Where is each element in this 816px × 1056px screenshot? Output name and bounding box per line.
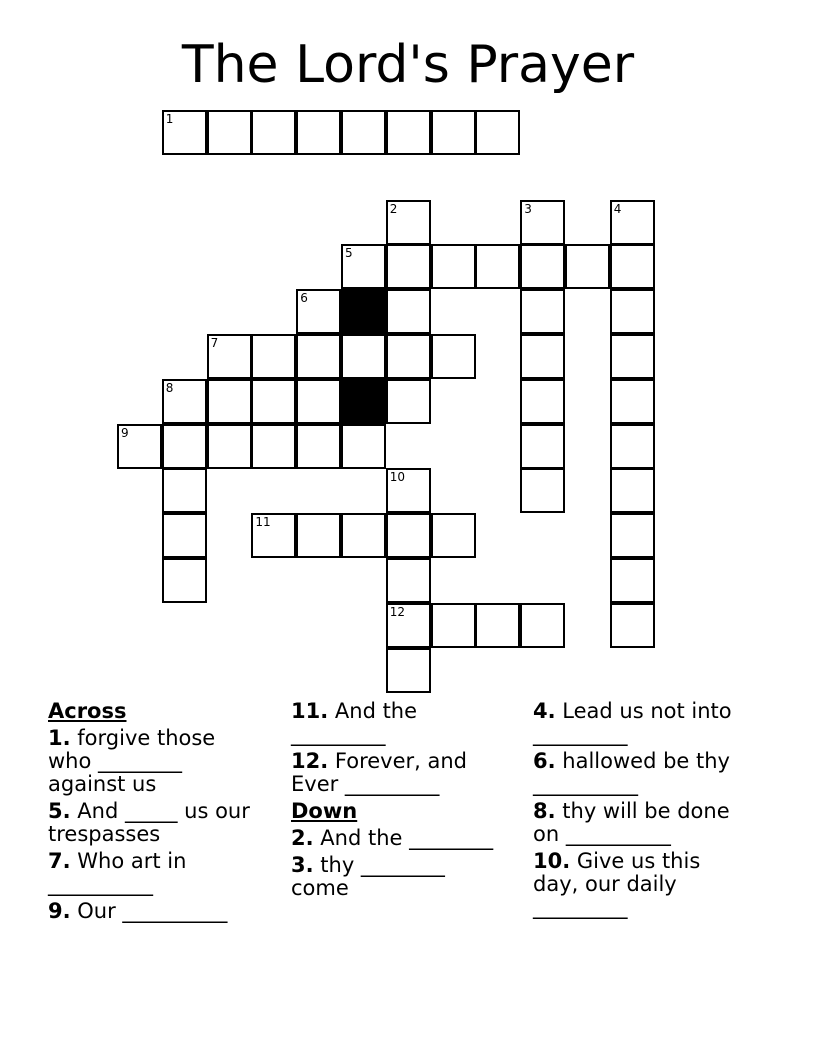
grid-cell[interactable]: [386, 244, 431, 289]
grid-cell[interactable]: [251, 379, 296, 424]
grid-cell[interactable]: [251, 513, 296, 558]
clue-across-7: 7. Who art in __________: [48, 849, 187, 896]
grid-cell[interactable]: [117, 424, 162, 469]
grid-cell[interactable]: [162, 424, 207, 469]
grid-cell[interactable]: [610, 424, 655, 469]
clue-down-3: 3. thy ________ come: [291, 853, 445, 900]
puzzle-title: The Lord's Prayer: [181, 35, 635, 95]
grid-cell[interactable]: [520, 603, 565, 648]
grid-cell[interactable]: [386, 334, 431, 379]
grid-cell[interactable]: [386, 648, 431, 693]
clue-down-2: 2. And the ________: [291, 826, 494, 850]
clue-down-4: 4. Lead us not into _________: [533, 699, 732, 746]
grid-cell[interactable]: [251, 334, 296, 379]
cell-number: 3: [524, 201, 532, 216]
grid-cell[interactable]: [341, 424, 386, 469]
clue-across-9: 9. Our __________: [48, 899, 228, 923]
cell-number: 10: [389, 470, 406, 485]
grid-cell[interactable]: [610, 289, 655, 334]
grid-cell[interactable]: [207, 379, 252, 424]
cell-number: 11: [255, 515, 271, 530]
clue-across-5: 5. And _____ us our trespasses: [48, 799, 250, 846]
grid-cell[interactable]: [520, 379, 565, 424]
grid-cell[interactable]: [610, 334, 655, 379]
grid-cell[interactable]: [296, 379, 341, 424]
grid-cell[interactable]: [386, 289, 431, 334]
grid-cell[interactable]: [386, 603, 431, 648]
clue-down-6: 6. hallowed be thy __________: [533, 749, 730, 796]
grid-cell[interactable]: [162, 110, 207, 155]
cell-number: 8: [165, 380, 174, 395]
grid-cell[interactable]: [296, 334, 341, 379]
grid-cell[interactable]: [431, 513, 476, 558]
clue-down-8: 8. thy will be done on __________: [533, 799, 730, 846]
grid-cell[interactable]: [386, 379, 431, 424]
grid-cell[interactable]: [386, 110, 431, 155]
grid-cell[interactable]: [475, 110, 520, 155]
grid-cell[interactable]: [610, 603, 655, 648]
grid-cell[interactable]: [610, 244, 655, 289]
grid-cell[interactable]: [341, 110, 386, 155]
grid-cell[interactable]: [341, 244, 386, 289]
grid-cell[interactable]: [296, 289, 341, 334]
grid-cell[interactable]: [565, 244, 610, 289]
clue-across-11: 11. And the _________: [291, 699, 418, 746]
grid-cell[interactable]: [610, 513, 655, 558]
clue-down-10: 10. Give us this day, our daily _________: [533, 849, 701, 919]
grid-cell[interactable]: [341, 513, 386, 558]
black-cell: [341, 379, 386, 424]
cell-number: 1: [165, 112, 174, 126]
down-heading: Down: [291, 799, 358, 823]
grid-cell[interactable]: [386, 468, 431, 513]
grid-cell[interactable]: [251, 424, 296, 469]
grid-cell[interactable]: [162, 468, 207, 513]
grid-cell[interactable]: [296, 110, 341, 155]
grid-cell[interactable]: [520, 289, 565, 334]
grid-cell[interactable]: [610, 558, 655, 603]
grid-cell[interactable]: [520, 424, 565, 469]
cell-number: 7: [210, 336, 219, 350]
grid-cell[interactable]: [207, 334, 252, 379]
grid-cell[interactable]: [431, 110, 476, 155]
grid-cell[interactable]: [610, 200, 655, 245]
grid-cell[interactable]: [386, 558, 431, 603]
clue-across-12: 12. Forever, and Ever _________: [291, 749, 468, 796]
grid-cell[interactable]: [475, 244, 520, 289]
grid-cell[interactable]: [251, 110, 296, 155]
grid-cell[interactable]: [341, 334, 386, 379]
grid-cell[interactable]: [520, 468, 565, 513]
grid-cell[interactable]: [475, 603, 520, 648]
grid-cell[interactable]: [520, 334, 565, 379]
grid-cell[interactable]: [162, 558, 207, 603]
grid-cell[interactable]: [207, 110, 252, 155]
cell-number: 9: [121, 425, 129, 440]
grid-cell[interactable]: [386, 200, 431, 245]
clue-across-1: 1. forgive those who ________ against us: [48, 726, 216, 796]
cell-number: 2: [389, 201, 398, 216]
grid-cell[interactable]: [431, 334, 476, 379]
black-cell: [341, 289, 386, 334]
grid-cell[interactable]: [610, 379, 655, 424]
grid-cell[interactable]: [162, 379, 207, 424]
cell-number: 6: [300, 291, 308, 306]
cell-number: 4: [613, 201, 622, 216]
grid-cell[interactable]: [162, 513, 207, 558]
grid-cell[interactable]: [296, 513, 341, 558]
cell-number: 5: [345, 246, 353, 261]
clue-column-1: [48, 700, 263, 927]
grid-cell[interactable]: [431, 603, 476, 648]
cell-number: 12: [389, 604, 406, 619]
grid-cell[interactable]: [431, 244, 476, 289]
clue-column-3: [533, 700, 748, 923]
grid-cell[interactable]: [520, 244, 565, 289]
across-heading: Across: [48, 699, 127, 723]
clue-column-2: [291, 700, 506, 904]
grid-cell[interactable]: [386, 513, 431, 558]
grid-cell[interactable]: [207, 424, 252, 469]
grid-cell[interactable]: [296, 424, 341, 469]
grid-cell[interactable]: [520, 200, 565, 245]
grid-cell[interactable]: [610, 468, 655, 513]
